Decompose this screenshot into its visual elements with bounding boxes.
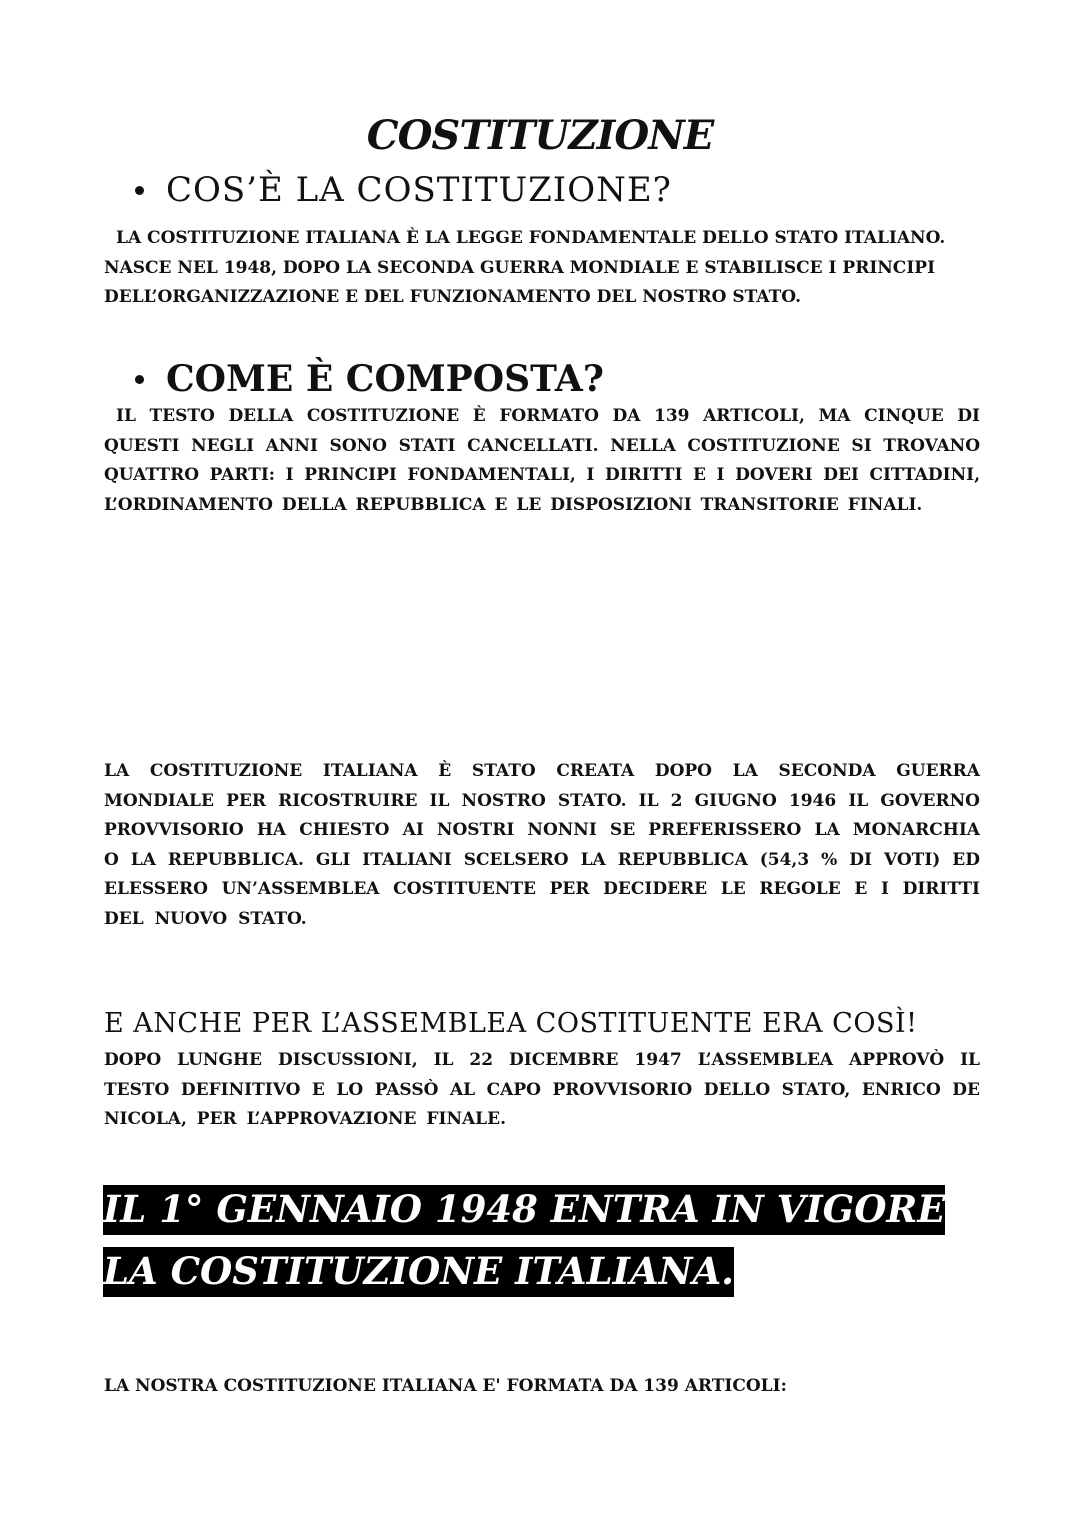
highlight-text: IL 1° GENNAIO 1948 ENTRA IN VIGORE LA COSTITUZIONE ITALIANA.: [103, 1185, 945, 1297]
section-heading-what-is: [135, 170, 672, 210]
closing-paragraph: LA NOSTRA COSTITUZIONE ITALIANA E' FORMATA DA 139 ARTICOLI:: [104, 1376, 787, 1396]
highlight-banner: [103, 1178, 979, 1302]
bullet-icon: [135, 186, 144, 195]
section-heading-text: COS’È LA COSTITUZIONE?: [166, 170, 672, 210]
section-paragraph-what-is: LA COSTITUZIONE ITALIANA È LA LEGGE FONDAMENTALE DELLO STATO ITALIANO. NASCE NEL 1948, DOPO LA SECONDA GUERRA MONDIALE E STABILISCE I PRINCIPI DELL’ORGANIZZAZIONE E DEL FUNZIONAMENTO DEL NOSTRO STATO.: [104, 228, 946, 307]
page-title: COSTITUZIONE: [366, 112, 714, 159]
history-paragraph: LA COSTITUZIONE ITALIANA È STATO CREATA DOPO LA SECONDA GUERRA MONDIALE PER RICOSTRUIRE IL NOSTRO STATO. IL 2 GIUGNO 1946 IL GOVERNO PROVVISORIO HA CHIESTO AI NOSTRI NONNI SE PREFERISSERO LA MONARCHIA O LA REPUBBLICA. GLI ITALIANI SCELSERO LA REPUBBLICA (54,3 % DI VOTI) ED ELESSERO UN’ASSEMBLEA COSTITUENTE PER DECIDERE LE REGOLE E I DIRITTI DEL NUOVO STATO.: [104, 761, 980, 929]
section-heading-composition: [135, 358, 604, 400]
section-heading-text: COME È COMPOSTA?: [166, 358, 604, 400]
section-heading-assembly: E ANCHE PER L’ASSEMBLEA COSTITUENTE ERA COSÌ!: [104, 1008, 918, 1039]
section-paragraph-composition: IL TESTO DELLA COSTITUZIONE È FORMATO DA 139 ARTICOLI, MA CINQUE DI QUESTI NEGLI ANNI SONO STATI CANCELLATI. NELLA COSTITUZIONE SI TROVANO QUATTRO PARTI: I PRINCIPI FONDAMENTALI, I DIRITTI E I DOVERI DEI CITTADINI, L’ORDINAMENTO DELLA REPUBBLICA E LE DISPOSIZIONI TRANSITORIE FINALI.: [104, 406, 980, 515]
section-paragraph-assembly: DOPO LUNGHE DISCUSSIONI, IL 22 DICEMBRE 1947 L’ASSEMBLEA APPROVÒ IL TESTO DEFINITIVO E LO PASSÒ AL CAPO PROVVISORIO DELLO STATO, ENRICO DE NICOLA, PER L’APPROVAZIONE FINALE.: [104, 1050, 980, 1129]
bullet-icon: [135, 375, 144, 384]
